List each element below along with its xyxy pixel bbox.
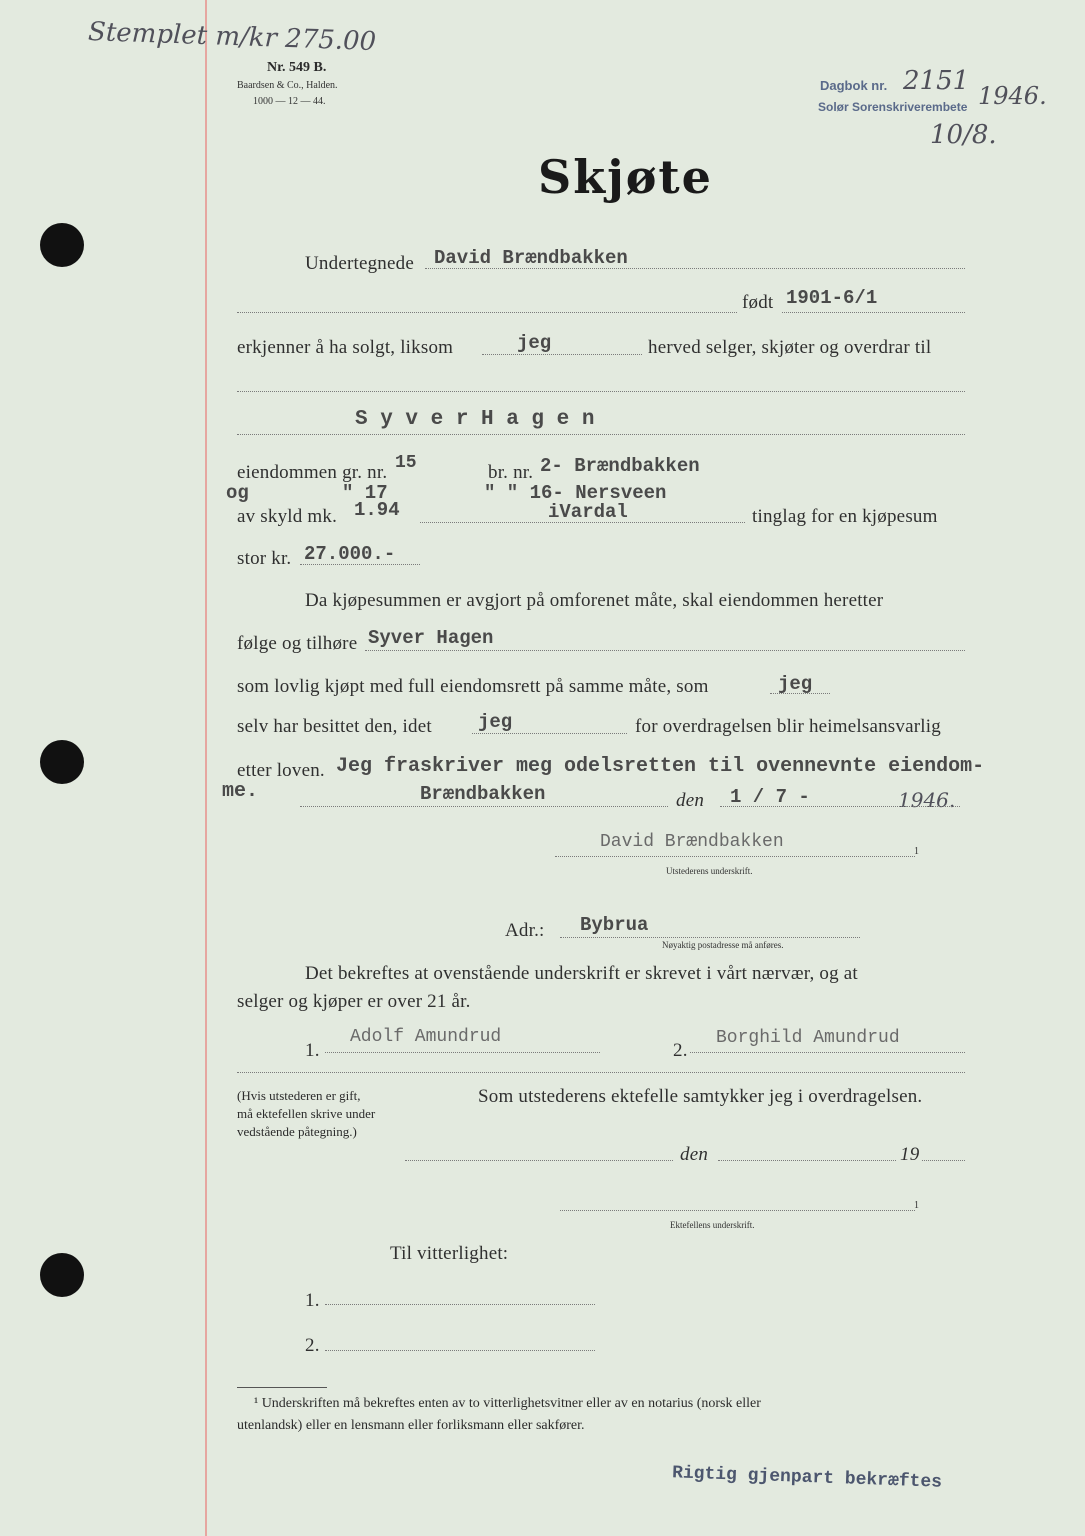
spouse-den-label: den (680, 1144, 709, 1165)
witness-line-2: 2. (305, 1335, 320, 1356)
section-divider (237, 1072, 965, 1073)
witnesses-heading: Til vitterlighet: (390, 1243, 509, 1264)
folge-value: Syver Hagen (368, 627, 494, 649)
etter-label: etter loven. (237, 760, 325, 781)
selv-value: jeg (478, 711, 513, 733)
punch-hole (40, 1253, 84, 1297)
witness-1-number: 1. (305, 1040, 320, 1061)
dotted-line (718, 1160, 896, 1161)
lovlig-value: jeg (778, 673, 813, 695)
og-label: og (226, 482, 249, 504)
office-stamp: Solør Sorenskriverembete (818, 100, 968, 114)
buyer-name: S y v e r H a g e n (355, 408, 595, 431)
dotted-line (325, 1304, 595, 1305)
adr-caption: Nøyaktig postadresse må anføres. (662, 940, 784, 950)
dotted-line (555, 856, 915, 857)
spouse-note-3: vedstående påtegning.) (237, 1124, 357, 1139)
sign-place: Brændbakken (420, 783, 546, 805)
folge-label: følge og tilhøre (237, 633, 358, 654)
dotted-line (325, 1052, 600, 1053)
copy-certified-stamp: Rigtig gjenpart bekræftes (671, 1463, 943, 1493)
dotted-line (365, 650, 965, 651)
br-nr-1: 2- Brændbakken (540, 455, 700, 477)
eiendommen-label: eiendommen gr. nr. (237, 462, 388, 483)
dotted-line (782, 312, 965, 313)
witness-2-signature: Borghild Amundrud (716, 1028, 900, 1048)
erkjenner-label: erkjenner å ha solgt, liksom (237, 337, 454, 358)
gr-nr-2: " 17 (342, 482, 388, 504)
dotted-line (405, 1160, 673, 1161)
undertegnede-label: Undertegnede (305, 253, 414, 274)
dotted-line (770, 693, 830, 694)
skyld-value: 1.94 (354, 499, 400, 521)
footnote-line-2: utenlandsk) eller en lensmann eller forliksmann eller sakfører. (237, 1418, 585, 1433)
selv-label: selv har besittet den, idet (237, 716, 432, 737)
dotted-line (690, 1052, 965, 1053)
dotted-line (420, 522, 745, 523)
herved-label: herved selger, skjøter og overdrar til (648, 337, 932, 358)
print-run: 1000 — 12 — 44. (253, 96, 326, 107)
lovlig-label: som lovlig kjøpt med full eiendomsrett på samme måte, som (237, 676, 709, 697)
paragraph-line: Da kjøpesummen er avgjort på omforenet måte, skal eiendommen heretter (305, 590, 884, 611)
dotted-line (482, 354, 642, 355)
dagbok-number: 2151 (903, 66, 970, 96)
dotted-line (237, 391, 965, 392)
etter-value: Jeg fraskriver meg odelsretten til ovennevnte eiendom- (336, 755, 985, 778)
adr-value: Bybrua (580, 914, 649, 936)
witness-1-signature: Adolf Amundrud (350, 1027, 502, 1047)
sign-year: 1946. (898, 788, 956, 812)
footnote-marker: 1 (914, 846, 919, 857)
document-title: Skjøte (538, 150, 713, 204)
punch-hole (40, 223, 84, 267)
witness-line-1: 1. (305, 1290, 320, 1311)
stamp-duty-note: Stemplet m/kr 275.00 (87, 16, 377, 58)
birth-date: 1901-6/1 (786, 287, 878, 309)
sign-date: 1 / 7 - (730, 786, 810, 808)
confirm-line-1: Det bekreftes at ovenstående underskrift er skrevet i vårt nærvær, og at (305, 963, 858, 984)
seller-signature: David Brændbakken (600, 832, 784, 852)
stor-label: stor kr. (237, 548, 292, 569)
gr-nr-1: 15 (395, 453, 417, 473)
punch-hole (40, 740, 84, 784)
seller-name: David Brændbakken (434, 247, 628, 269)
dotted-line (237, 312, 737, 313)
dotted-line (300, 806, 668, 807)
dotted-line (720, 806, 960, 807)
skyld-label: av skyld mk. (237, 506, 338, 527)
printer-name: Baardsen & Co., Halden. (237, 80, 338, 91)
dagbok-label: Dagbok nr. (820, 78, 888, 93)
dotted-line (425, 268, 965, 269)
form-number: Nr. 549 B. (267, 60, 327, 75)
br-nr-2: " " 16- Nersveen (484, 482, 667, 504)
fodt-label: født (742, 292, 774, 313)
dotted-line (560, 1210, 915, 1211)
footnote-line-1: ¹ Underskriften må bekreftes enten av to vitterlighetsvitner eller av en notarius (norsk eller (254, 1396, 761, 1411)
footnote-rule (237, 1387, 327, 1388)
spouse-signature-caption: Ektefellens underskrift. (670, 1220, 755, 1230)
dagbok-date: 10/8. (930, 120, 997, 150)
spouse-note-1: (Hvis utstederen er gift, (237, 1088, 361, 1103)
margin-line (205, 0, 207, 1536)
tinglag-label: tinglag for en kjøpesum (752, 506, 938, 527)
dotted-line (300, 564, 420, 565)
signature-caption: Utstederens underskrift. (666, 866, 753, 876)
br-nr-label: br. nr. (488, 462, 534, 483)
adr-label: Adr.: (505, 920, 545, 941)
dotted-line (237, 434, 965, 435)
selv-suffix: for overdragelsen blir heimelsansvarlig (635, 716, 941, 737)
dotted-line (560, 937, 860, 938)
spouse-consent: Som utstederens ektefelle samtykker jeg i overdragelsen. (478, 1086, 923, 1107)
liksom-value: jeg (517, 332, 552, 354)
confirm-line-2: selger og kjøper er over 21 år. (237, 991, 471, 1012)
place: iVardal (548, 501, 628, 523)
dotted-line (922, 1160, 965, 1161)
den-label: den (676, 790, 705, 811)
spouse-note-2: må ektefellen skrive under (237, 1106, 376, 1121)
dotted-line (472, 733, 627, 734)
etter-value-2: me. (222, 780, 259, 803)
spouse-year-prefix: 19 (900, 1144, 920, 1165)
dotted-line (325, 1350, 595, 1351)
witness-2-number: 2. (673, 1040, 688, 1061)
footnote-marker: 1 (914, 1200, 919, 1211)
price: 27.000.- (304, 543, 396, 565)
dagbok-year: 1946. (978, 82, 1047, 110)
